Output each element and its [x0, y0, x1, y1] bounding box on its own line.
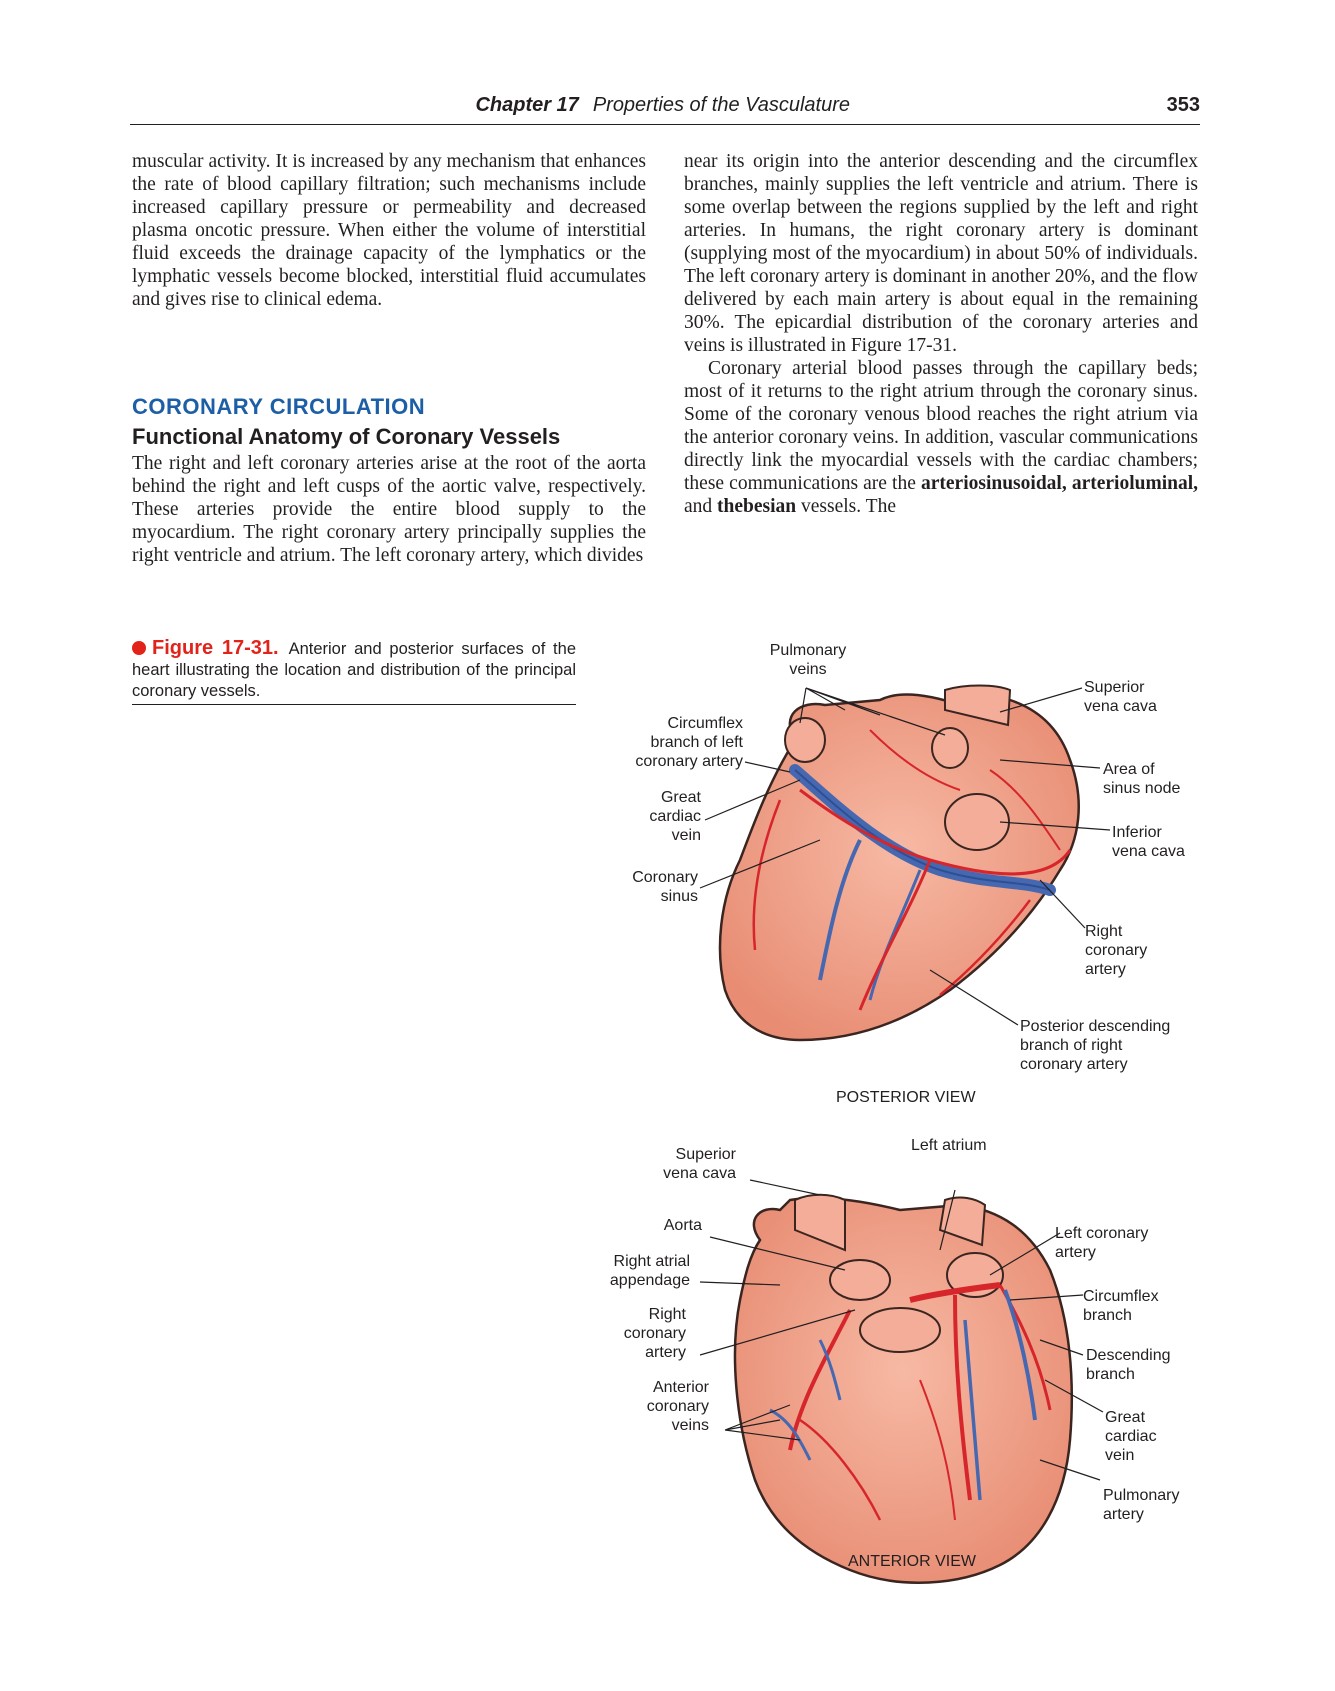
label-inferior-vena-cava: Inferior vena cava — [1112, 824, 1185, 860]
paragraph: muscular activity. It is increased by any mechanism that enhances the rate of blood capillary filtration; such mechanisms include increased capillary pressure or permeability and decreased plasma oncotic pressure. When either the volume of interstitial fluid exceeds the drainage capacity of the lymphatics or the lymphatic vessels become blocked, interstitial fluid accumulates and gives rise to clinical edema. — [132, 151, 646, 310]
label-posterior-descending-branch: Posterior descending branch of right coronary artery — [1020, 1018, 1171, 1073]
label-right-coronary-artery: Right coronary artery — [623, 1306, 686, 1361]
chapter-number: Chapter 17 — [475, 94, 579, 116]
label-circumflex-branch: Circumflex branch of left coronary artery — [635, 715, 743, 770]
label-great-cardiac-vein: Great cardiac vein — [649, 789, 701, 844]
label-left-atrium: Left atrium — [911, 1137, 987, 1154]
chapter-title: Properties of the Vasculature — [592, 94, 850, 116]
caption-text: Anterior and posterior surfaces of the heart illustrating the location and distribution of the principal coronary vessels. — [132, 640, 576, 700]
label-pulmonary-artery: Pulmonary artery — [1103, 1487, 1180, 1523]
bold-term: arteriosinusoidal, — [920, 473, 1067, 494]
anterior-heart — [700, 1180, 1103, 1583]
label-area-of-sinus-node: Area of sinus node — [1103, 761, 1181, 797]
page-number: 353 — [1166, 94, 1200, 116]
subsection-heading: Functional Anatomy of Coronary Vessels — [132, 424, 561, 449]
label-left-coronary-artery: Left coronary artery — [1055, 1225, 1149, 1261]
anterior-view-title: ANTERIOR VIEW — [848, 1553, 977, 1570]
paragraph: near its origin into the anterior descending and the circumflex branches, mainly supplies the left ventricle and atrium. There is some overlap between the regions supplied by the left and right arteries. In humans, the right coronary artery is dominant (supplying most of the myocardium) in about 50% of individuals. The left coronary artery is dominant in another 20%, and the flow delivered by each main artery is about equal in the remaining 30%. The epicardial distribution of the coronary arteries and veins is illustrated in Figure 17-31. — [684, 151, 1198, 356]
label-superior-vena-cava: Superior vena cava — [663, 1146, 736, 1182]
bold-term: arterioluminal, — [1071, 473, 1199, 494]
label-superior-vena-cava: Superior vena cava — [1084, 679, 1157, 715]
paragraph-text: Coronary arterial blood passes through the capillary beds; most of it returns to the right atrium through the coronary sinus. Some of the coronary venous blood reaches the right atrium via the anterior coronary veins. In addition, vascular communications directly link the myocardial vessels with the cardiac chambers; these communications are the — [684, 358, 1198, 494]
label-coronary-sinus: Coronary sinus — [632, 869, 698, 905]
paragraph-text: vessels. The — [796, 496, 896, 517]
posterior-view-title: POSTERIOR VIEW — [836, 1089, 976, 1106]
label-aorta: Aorta — [663, 1217, 702, 1234]
label-great-cardiac-vein: Great cardiac vein — [1105, 1409, 1157, 1464]
posterior-heart — [700, 686, 1110, 1041]
bold-term: thebesian — [717, 496, 797, 517]
label-circumflex-branch: Circumflex branch — [1083, 1288, 1159, 1324]
label-right-atrial-appendage: Right atrial appendage — [609, 1253, 690, 1289]
label-pulmonary-veins: Pulmonary veins — [769, 642, 847, 678]
figure-label: Figure 17-31. — [152, 637, 279, 659]
label-descending-branch: Descending branch — [1086, 1347, 1171, 1383]
label-right-coronary-artery: Right coronary artery — [1085, 923, 1148, 978]
label-anterior-coronary-veins: Anterior coronary veins — [646, 1379, 709, 1434]
paragraph-text: and — [684, 496, 718, 517]
section-heading: CORONARY CIRCULATION — [132, 394, 426, 419]
paragraph: The right and left coronary arteries arise at the root of the aorta behind the right and left cusps of the aortic valve, respectively. These arteries provide the entire blood supply to the myocardium. The right coronary artery principally supplies the right ventricle and atrium. The left coronary artery, which divides — [132, 453, 646, 566]
